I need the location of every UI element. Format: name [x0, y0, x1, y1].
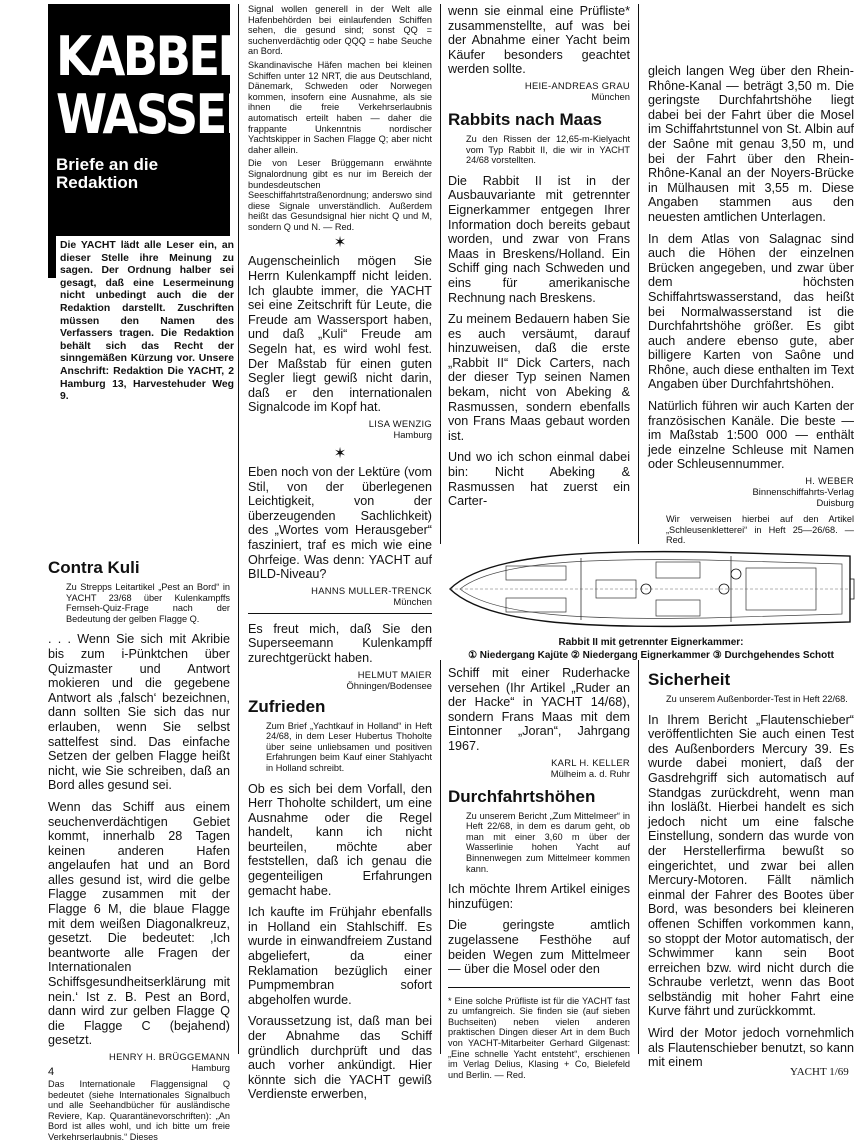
- heading-rabbits: Rabbits nach Maas: [448, 109, 602, 129]
- caption-title: Rabbit II mit getrennter Eignerkammer:: [558, 637, 744, 648]
- letter-paragraph: Zu meinem Bedauern haben Sie es auch versäumt, darauf hinzuweisen, daß die erste „Rabbit II“ Dick Carters, nach der dieser Typ seinen Namen bekam, nicht von Abeking & Rasmussen, sondern ebenfalls von Frans Maas gebaut worden ist.: [448, 312, 630, 443]
- berth: [506, 566, 566, 580]
- page-number: 4: [48, 1066, 55, 1078]
- editor-reply-continued: Skandinavische Häfen machen bei kleinen Schiffen unter 12 NRT, die aus Deutschland, Dänemark, Schweden oder Norwegen kommen, insofern eine Ausnahme, als sie ihnen die freie Verkehrserlaubnis automatisch erteilt haben — daher die frappante Unkenntnis nordischer Yachtskipper in Sachen Flagge Q; aber nicht daher allein.: [248, 59, 432, 155]
- editor-note: Wir verweisen hierbei auf den Artikel „Schleusenkletterei“ in Heft 25—26/68. — Red.: [666, 514, 854, 546]
- column-rule: [238, 4, 239, 1054]
- signature-place: Hamburg: [191, 1062, 230, 1073]
- signature: [448, 80, 630, 102]
- letter-paragraph: Schiff mit einer Ruderhacke versehen (Ihr Artikel „Ruder an der Hacke“ in YACHT 14/68), sondern Frans Maas mit dem Eintonner „Joran“, Jahrgang 1967.: [448, 666, 630, 753]
- signature-place: Hamburg: [393, 429, 432, 440]
- letter-paragraph: wenn sie einmal eine Prüfliste* zusammenstellte, auf was bei der Abnahme einer Yacht beim Käufer besonders geachtet werden sollte.: [448, 4, 630, 77]
- signature-name: HANNS MULLER-TRENCK: [311, 584, 432, 596]
- letter-paragraph: Und wo ich schon einmal dabei bin: Nicht Abeking & Rasmussen hat zuerst ein Carter-: [448, 450, 630, 509]
- footnote-divider: [448, 987, 630, 988]
- figure-caption: [446, 636, 856, 662]
- signature: [248, 585, 432, 607]
- column-4-bottom: [648, 666, 854, 1077]
- letter-paragraph: Augenscheinlich mögen Sie Herrn Kulenkampff nicht leiden. Ich glaubte immer, die YACHT sei eine Zeitschrift für Leute, die Freude am Wassersport haben, und daß „Kuli“ Freude am Segeln hat, es wird wohl fest. Der Maßstab für einen guten Segler liegt gewiß nicht darin, daß er den internationalen Signalcode im Kopf hat.: [248, 254, 432, 415]
- letter-paragraph: Voraussetzung ist, daß man bei der Abnahme das Schiff gründlich durchprüft und das auch vorher ankündigt. Hier könnte sich die YACHT gewiß Verdienste erwerben,: [248, 1014, 432, 1102]
- masthead-title: KABBEL WASSER: [56, 25, 258, 146]
- letter-paragraph: Ich kaufte im Frühjahr ebenfalls in Holland ein Stahlschiff. Es wurde in einwandfreiem Zustand abgeliefert, da einer Reklamation bezüglich einer Pumpmembran sofort abgeholfen wurde.: [248, 905, 432, 1007]
- berth: [506, 598, 566, 612]
- letter-paragraph: Ich möchte Ihrem Artikel einiges hinzufügen:: [448, 882, 630, 911]
- column-3-top: [448, 4, 630, 516]
- signature: [448, 757, 630, 779]
- intro-durchfahrtshoehen: Zu unserem Bericht „Zum Mittelmeer“ in Heft 22/68, in dem es darum geht, ob man mit einer 3,60 m über der Wasserlinie hohen Yacht auf Binnenwegen zum Mittelmeer kommen kann.: [466, 810, 630, 874]
- signature-name: HENRY H. BRÜGGEMANN: [109, 1051, 230, 1062]
- footnote: * Eine solche Prüfliste ist für die YACHT fast zu umfangreich. Sie finden sie (auf sieben Buchseiten) neben vielen anderen praktischen Dingen dieser Art in dem Buch von YACHT-Mitarbeiter Gerhard Gilgenast: „Eine schnelle Yacht entsteht“, erschienen im Verlag Delius, Klasing + Co, Bielefeld und Berlin. — Red.: [448, 995, 630, 1080]
- signature: [648, 475, 854, 508]
- divider: [248, 613, 432, 614]
- galley: [656, 562, 700, 578]
- column-4-top: [648, 64, 854, 554]
- chart-table: [656, 600, 700, 616]
- intro-zufrieden: Zum Brief „Yachtkauf in Holland“ in Heft 24/68, in dem Leser Hubertus Thoholte über seine unliebsamen und positiven Erfahrungen beim Kauf einer Stahlyacht in Holland schreibt.: [266, 720, 432, 773]
- column-2: [248, 4, 432, 1109]
- letter-paragraph: Die Rabbit II ist in der Ausbauvariante mit getrennter Eignerkammer entgegen Ihrer Information doch bereits gebaut worden, und zwar von Frans Maas in Breskens/Holland. Ein Schiff ging nach Schweden und eins für amerikanische Rechnung nach Breskens.: [448, 173, 630, 305]
- letter-paragraph: Natürlich führen wir auch Karten der französischen Kanäle. Die beste — im Maßstab 1:500 000 — enthält jede einzelne Schleuse mit Namen oder Schleusennummer.: [648, 399, 854, 472]
- heading-durchfahrtshoehen: Durchfahrtshöhen: [448, 786, 596, 806]
- editorial-box: Die YACHT lädt alle Leser ein, an dieser Stelle ihre Meinung zu sagen. Der Ordnung halber sei gesagt, daß eine Lesermeinung nicht unbedingt auch die der Redaktion darstellt. Zuschriften müssen den Namen des Verfassers tragen. Die Redaktion behält sich das Recht der sinngemäßen Kürzung vor. Unsere Anschrift: Redaktion Die YACHT, 2 Hamburg 13, Harvestehuder Weg 9.: [56, 236, 238, 378]
- letter-paragraph: Wird der Motor jedoch vornehmlich als Flautenschieber benutzt, so kann mit einem: [648, 1026, 854, 1070]
- signature-name: HEIE-ANDREAS GRAU: [524, 79, 630, 91]
- signature-place: Binnenschiffahrts-Verlag: [752, 486, 854, 498]
- column-rule: [638, 660, 639, 1054]
- signature: [248, 669, 432, 691]
- editor-reply-continued: Signal wollen generell in der Welt alle Hafenbehörden bei einlaufenden Schiffen sehen, die gesund sind; sonst QQ = suchenverdächtig oder QQQ = habe Seuche an Bord.: [248, 4, 432, 57]
- editor-reply: Das Internationale Flaggensignal Q bedeutet (siehe Internationales Signalbuch und alle Seehandbücher für ausländische Reviere, Kap. Quarantänevorschriften): „An Bord ist alles wohl, und ich bitte um freie Verkehrserlaubnis.“ Dieses: [48, 1079, 230, 1142]
- signature: [248, 418, 432, 440]
- column-3-bottom: [448, 666, 630, 1080]
- caption-legend: ① Niedergang Kajüte ② Niedergang Eignerkammer ③ Durchgehendes Schott: [468, 650, 834, 661]
- boat-plan-drawing: [446, 544, 856, 634]
- signature-name: H. WEBER: [805, 475, 854, 487]
- column-1: [48, 554, 230, 1143]
- issue-label: YACHT 1/69: [790, 1066, 849, 1078]
- intro-contra-kuli: Zu Strepps Leitartikel „Pest an Bord“ in YACHT 23/68 über Kulenkampffs Fernseh-Quiz-Frage nach der Bedeutung der gelben Flagge Q.: [66, 582, 230, 624]
- intro-rabbits: Zu den Rissen der 12,65-m-Kielyacht vom Typ Rabbit II, die wir in YACHT 24/68 vorstellten.: [466, 133, 630, 166]
- letter-paragraph: In dem Atlas von Salagnac sind auch die Höhen der einzelnen Brücken angegeben, und zwar über dem höchsten Schiffahrtswasserstand, das heißt bei Normalwasserstand ist die Durchfahrtshöhe größer. Es gibt auch andere ebenso gute, aber billigere Karten von Saône und Rhône, auch diese enthalten im Text Angaben über Durchfahrtshöhen.: [648, 231, 854, 392]
- letter-paragraph: Ob es sich bei dem Vorfall, den Herr Thoholte schildert, um eine Ausnahme oder die Regel handelt, kann ich nicht beurteilen, möchte aber feststellen, daß ich genau die gegenteiligen Erfahrungen gemacht habe.: [248, 781, 432, 898]
- letter-paragraph: Die geringste amtlich zugelassene Festhöhe auf beiden Wegen zum Mittelmeer — über die Mosel oder den: [448, 918, 630, 977]
- signature-city: Duisburg: [816, 497, 854, 509]
- signature-name: LISA WENZIG: [368, 418, 432, 429]
- signature-place: Mülheim a. d. Ruhr: [550, 767, 630, 779]
- separator-star: ✶: [333, 234, 347, 252]
- signature-place: München: [591, 90, 630, 102]
- letter-paragraph: . . . Wenn Sie sich mit Akribie bis zum i-Pünktchen über Quizmaster und Antwort mokieren und die gegebene Antwort als ‚falsch‘ bezeichnen, dann sollten Sie sich das nur erlauben, wenn Sie selbst sattelfest sind. Das einfache Setzen der gelben Flagge heißt nicht, wie Sie schreiben, daß an Bord alles gesund sei.: [48, 632, 230, 793]
- signature-name: HELMUT MAIER: [357, 668, 432, 680]
- column-rule: [440, 4, 441, 544]
- masthead-subtitle: Briefe an die Redaktion: [56, 155, 159, 192]
- marker-3: [731, 569, 741, 579]
- separator-star: ✶: [333, 445, 347, 462]
- letter-paragraph: Wenn das Schiff aus einem seuchenverdächtigen Gebiet kommt, innerhalb 28 Tagen keinen anderen Hafen angelaufen hat und an Bord alles gesund ist, wird die gelbe Flagge zusammen mit der Flagge 6 M, die blaue Flagge mit dem weißen Diagonalkreuz, gesetzt. Die bedeutet: ‚Ich beantworte alle Fragen der Internationalen Schiffsgesundheitserklärung mit nein.‘ Ist z. B. Pest an Bord, dann wird zur gelben Flagge Q die Flagge C (bejahend) gesetzt.: [48, 799, 230, 1048]
- intro-sicherheit: Zu unserem Außenborder-Test in Heft 22/68.: [666, 694, 848, 704]
- letter-paragraph: Es freut mich, daß Sie den Superseemann Kulenkampff zurechtgerückt haben.: [248, 621, 432, 665]
- letter-paragraph: gleich langen Weg über den Rhein-Rhône-Kanal — beträgt 3,50 m. Die geringste Durchfahrtshöhe liegt dabei bei der Fahrt über die Mosel im Schiffahrtstunnel von St. Albin auf der Saône mit genau 3,50 m, und bei der Fahrt über den Rhein-Rhône-Kanal an der Noyers-Brücke in Mülhausen mit 3,55 m. Diese Angaben stammen aus den neuesten amtlichen Unterlagen.: [648, 64, 854, 224]
- heading-sicherheit: Sicherheit: [648, 670, 731, 689]
- signature-name: KARL H. KELLER: [551, 756, 630, 768]
- column-rule: [638, 4, 639, 544]
- signature-place: München: [393, 595, 432, 607]
- heading-zufrieden: Zufrieden: [248, 696, 326, 716]
- heading-contra-kuli: Contra Kuli: [48, 558, 140, 577]
- column-rule: [440, 660, 441, 1054]
- editor-reply-continued: Die von Leser Brüggemann erwähnte Signalordnung gibt es nur im Bereich der bundesdeutschen Seeschiffahrtstraßenordnung; anderswo sind diese Signale unverständlich. Außerdem heißt das Gesundsignal hier nicht Q und M, sondern Q und N. — Red.: [248, 158, 432, 232]
- signature-place: Öhningen/Bodensee: [346, 679, 432, 691]
- letter-paragraph: In Ihrem Bericht „Flautenschieber“ veröffentlichten Sie auch einen Test des Außenborders Mercury 39. Es wurde dabei moniert, daß der Gasdrehgriff sich automatisch auf Standgas zurückdreht, wenn man ihn losläßt. Hierbei handelt es sich jedoch nicht um eine falsche Einstellung, sondern das wurde von der Herstellerfirma bewußt so eingerichtet, und zwar bei allen Mercury-Motoren. Fällt nämlich einmal der Fahrer des Bootes über Bord, was besonders bei kleineren offenen Schiffen vorkommen kann, so stoppt der Motor automatisch, der Schwimmer kann sein Boot erreichen bzw. wird nicht durch die Schraube verletzt, wenn das Boot selbständig mit hoher Fahrt eine Kurve fährt und zurückkommt.: [648, 712, 854, 1019]
- signature: [48, 1051, 230, 1073]
- letter-paragraph: Eben noch von der Lektüre (vom Stil, von der überlegenen Leichtigkeit, von der überzeugenden Sachlichkeit) des „Wortes vom Herausgeber“ fasziniert, traf es mich wie eine Ohrfeige. Was denn: YACHT auf BILD-Niveau?: [248, 465, 432, 582]
